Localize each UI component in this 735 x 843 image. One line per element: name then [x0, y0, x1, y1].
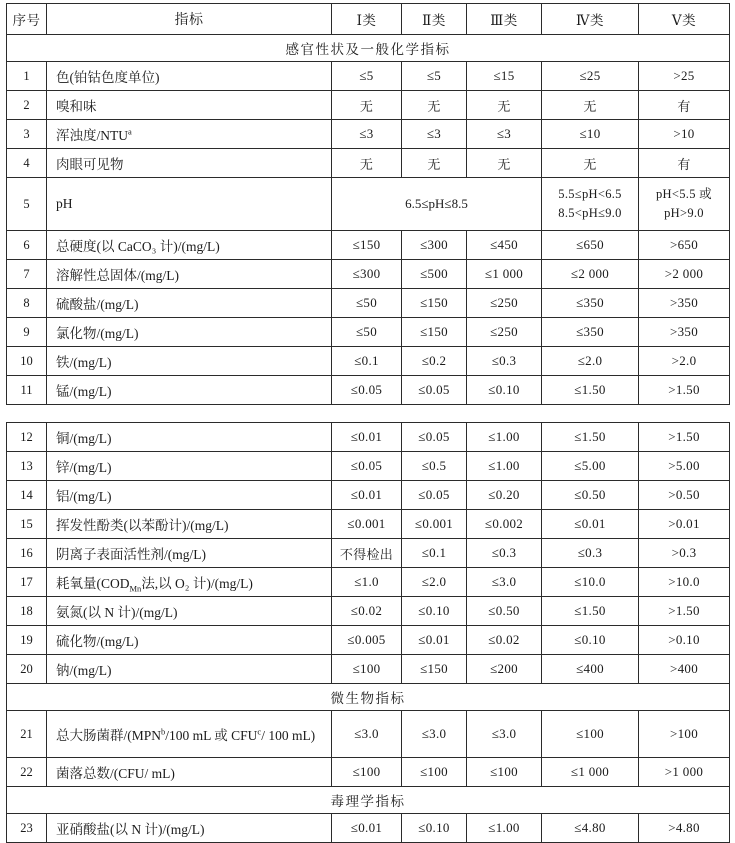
row-value-class-3: ≤250	[467, 318, 542, 347]
row-value-class-4-selected: ≤400	[542, 655, 639, 684]
row-value-class-2: ≤0.1	[402, 539, 467, 568]
row-item: 氨氮(以 N 计)/(mg/L)	[47, 597, 332, 626]
table-row	[7, 91, 730, 120]
row-value-class-4: ≤350	[542, 318, 639, 347]
row-value-class-1: ≤0.1	[332, 347, 402, 376]
row-value-class-5: >0.01	[639, 510, 730, 539]
page-break-gap	[6, 405, 729, 422]
row-item: pH	[47, 178, 332, 231]
row-item: 总硬度(以 CaCO₃ 计)/(mg/L)	[47, 231, 332, 260]
row-item: 嗅和味	[47, 91, 332, 120]
row-value-class-1: ≤0.01	[332, 481, 402, 510]
row-value-class-2: ≤0.05	[402, 423, 467, 452]
row-value-class-5: >0.3	[639, 539, 730, 568]
row-no: 21	[7, 711, 47, 758]
row-no: 4	[7, 149, 47, 178]
section-title: 微生物指标	[7, 684, 730, 711]
row-value-class-4: ≤100	[542, 711, 639, 758]
row-value-class-3: ≤3	[467, 120, 542, 149]
row-item: 铜/(mg/L)	[47, 423, 332, 452]
row-value-class-5: >4.80	[639, 814, 730, 843]
table-row	[7, 289, 730, 318]
row-value-class-5: >650	[639, 231, 730, 260]
row-no: 2	[7, 91, 47, 120]
row-value-class-1: 不得检出	[332, 539, 402, 568]
row-value-class-2: ≤3	[402, 120, 467, 149]
table-row	[7, 376, 730, 405]
row-item: 肉眼可见物	[47, 149, 332, 178]
row-value-class-4: ≤0.01	[542, 510, 639, 539]
row-value-class-2: 无	[402, 149, 467, 178]
row-item: 总大肠菌群/(MPN$^b$/100 mL 或 CFU$^c$/ 100 mL)	[47, 711, 332, 758]
table-row	[7, 597, 730, 626]
row-value-class-1: ≤3	[332, 120, 402, 149]
table-row	[7, 120, 730, 149]
ph-class4-line-2: 8.5<pH≤9.0	[558, 206, 622, 220]
table-row	[7, 62, 730, 91]
table-row	[7, 568, 730, 597]
row-no: 17	[7, 568, 47, 597]
row-no: 15	[7, 510, 47, 539]
row-value-class-2: ≤0.10	[402, 597, 467, 626]
row-item: 亚硝酸盐(以 N 计)/(mg/L)	[47, 814, 332, 843]
row-item: 硫化物/(mg/L)	[47, 626, 332, 655]
row-value-class-4: ≤5.00	[542, 452, 639, 481]
row-value-class-3: ≤1.00	[467, 814, 542, 843]
table-row	[7, 260, 730, 289]
table-header-row	[7, 4, 730, 35]
row-no: 22	[7, 758, 47, 787]
table-row	[7, 539, 730, 568]
row-value-class-3: ≤0.02	[467, 626, 542, 655]
table-row	[7, 423, 730, 452]
row-value-class-2: ≤150	[402, 289, 467, 318]
row-value-class-2: ≤2.0	[402, 568, 467, 597]
row-value-class-4: ≤2 000	[542, 260, 639, 289]
row-value-class-1: ≤100	[332, 655, 402, 684]
row-no: 14	[7, 481, 47, 510]
row-value-class-2: ≤0.05	[402, 376, 467, 405]
row-value-class-5: >100	[639, 711, 730, 758]
row-value-class-5: >2 000	[639, 260, 730, 289]
section-header-sensory	[7, 35, 730, 62]
row-no: 8	[7, 289, 47, 318]
row-value-class-4: ≤25	[542, 62, 639, 91]
row-value-class-3: ≤15	[467, 62, 542, 91]
row-value-class-1: ≤0.005	[332, 626, 402, 655]
table-row-ph	[7, 178, 730, 231]
row-value-class-3: ≤0.3	[467, 539, 542, 568]
table-row	[7, 318, 730, 347]
row-value-class-4	[542, 178, 639, 231]
row-item: 耗氧量($COD_{Mn}$法,以 O₂ 计)/(mg/L)	[47, 568, 332, 597]
row-value-class-1: ≤0.05	[332, 376, 402, 405]
row-item: 硫酸盐/(mg/L)	[47, 289, 332, 318]
row-no: 11	[7, 376, 47, 405]
table-row	[7, 655, 730, 684]
ph-class5-line-2: pH>9.0	[664, 206, 704, 220]
row-value-class-5: >5.00	[639, 452, 730, 481]
row-value-class-1: ≤5	[332, 62, 402, 91]
row-value-class-4: ≤2.0	[542, 347, 639, 376]
row-value-class-3: 无	[467, 91, 542, 120]
row-value-class-1: ≤1.0	[332, 568, 402, 597]
row-value-class-2: ≤500	[402, 260, 467, 289]
row-value-class-4: ≤1.50	[542, 597, 639, 626]
row-no: 20	[7, 655, 47, 684]
row-value-class-5: >0.50	[639, 481, 730, 510]
row-value-class-1: 无	[332, 149, 402, 178]
row-no: 6	[7, 231, 47, 260]
footnote-marker-c: c	[257, 726, 262, 737]
table-row	[7, 510, 730, 539]
row-value-class-1: 无	[332, 91, 402, 120]
row-value-class-3: ≤3.0	[467, 568, 542, 597]
section-title: 感官性状及一般化学指标	[7, 35, 730, 62]
row-value-class-4: ≤1.50	[542, 423, 639, 452]
row-no: 16	[7, 539, 47, 568]
row-value-class-3: ≤1.00	[467, 452, 542, 481]
table-row	[7, 626, 730, 655]
row-value-class-5: >2.0	[639, 347, 730, 376]
section-header-microbiological	[7, 684, 730, 711]
row-value-class-1: ≤3.0	[332, 711, 402, 758]
row-value-class-3: ≤0.10	[467, 376, 542, 405]
column-header-class-3: Ⅲ类	[467, 4, 542, 35]
row-item: 挥发性酚类(以苯酚计)/(mg/L)	[47, 510, 332, 539]
row-no: 1	[7, 62, 47, 91]
column-header-class-1: Ⅰ类	[332, 4, 402, 35]
row-value-class-4: ≤650	[542, 231, 639, 260]
row-value-class-4: 无	[542, 149, 639, 178]
row-value-class-1: ≤300	[332, 260, 402, 289]
footnote-marker-a: a	[128, 126, 132, 137]
ph-class4-line-1: 5.5≤pH<6.5	[558, 187, 622, 202]
row-value-class-2: ≤0.05	[402, 481, 467, 510]
row-item: 铁/(mg/L)	[47, 347, 332, 376]
water-quality-table-part-2	[6, 422, 730, 843]
row-value-class-5: >400	[639, 655, 730, 684]
table-row	[7, 711, 730, 758]
row-value-class-2: ≤0.5	[402, 452, 467, 481]
subscript-mn: Mn	[129, 583, 142, 594]
row-value-class-3: ≤1 000	[467, 260, 542, 289]
row-value-class-5: >25	[639, 62, 730, 91]
table-row	[7, 347, 730, 376]
column-header-item: 指标	[47, 4, 332, 35]
footnote-marker-b: b	[161, 726, 166, 737]
column-header-no: 序号	[7, 4, 47, 35]
table-row	[7, 452, 730, 481]
row-item: 溶解性总固体/(mg/L)	[47, 260, 332, 289]
row-value-class-1: ≤0.01	[332, 814, 402, 843]
row-value-class-3: ≤0.002	[467, 510, 542, 539]
water-quality-table-part-1	[6, 3, 730, 405]
row-value-class-2: ≤100	[402, 758, 467, 787]
row-value-class-4: ≤0.10	[542, 626, 639, 655]
row-value-class-4: ≤4.80	[542, 814, 639, 843]
row-item: 锰/(mg/L)	[47, 376, 332, 405]
row-value-class-5: >350	[639, 289, 730, 318]
section-title: 毒理学指标	[7, 787, 730, 814]
row-value-class-3: ≤0.50	[467, 597, 542, 626]
row-no: 7	[7, 260, 47, 289]
ph-class5-line-1: pH<5.5 或	[656, 187, 712, 202]
row-value-class-5: >1 000	[639, 758, 730, 787]
row-value-class-3: ≤3.0	[467, 711, 542, 758]
row-value-class-5: 有	[639, 149, 730, 178]
row-no: 3	[7, 120, 47, 149]
row-value-class-1: ≤0.05	[332, 452, 402, 481]
table-row	[7, 231, 730, 260]
row-no: 23	[7, 814, 47, 843]
row-value-class-5: 有	[639, 91, 730, 120]
row-item: 铝/(mg/L)	[47, 481, 332, 510]
row-value-class-4: ≤1.50	[542, 376, 639, 405]
row-value-class-3: ≤250	[467, 289, 542, 318]
row-value-class-5: >10.0	[639, 568, 730, 597]
table-row	[7, 814, 730, 843]
row-value-class-1: ≤0.01	[332, 423, 402, 452]
row-value-class-3: ≤0.20	[467, 481, 542, 510]
row-no: 18	[7, 597, 47, 626]
row-value-class-4: ≤10	[542, 120, 639, 149]
row-item: 菌落总数/(CFU/ mL)	[47, 758, 332, 787]
row-value-class-2: ≤150	[402, 318, 467, 347]
row-value-class-4: ≤10.0	[542, 568, 639, 597]
row-value-class-4: ≤0.50	[542, 481, 639, 510]
row-item-label: 浑浊度/NTU	[56, 128, 128, 143]
row-value-class-4: 无	[542, 91, 639, 120]
row-value-class-3: 无	[467, 149, 542, 178]
row-value-class-4: ≤0.3	[542, 539, 639, 568]
row-value-class-3: ≤100	[467, 758, 542, 787]
row-value-class-1: ≤50	[332, 289, 402, 318]
row-item: 钠/(mg/L)	[47, 655, 332, 684]
row-value-class-4: ≤350	[542, 289, 639, 318]
row-value-class-2: ≤0.2	[402, 347, 467, 376]
row-value-class-1: ≤150	[332, 231, 402, 260]
row-value-class-2: ≤150	[402, 655, 467, 684]
column-header-class-4: Ⅳ类	[542, 4, 639, 35]
row-value-class-2: ≤0.001	[402, 510, 467, 539]
section-header-toxicological	[7, 787, 730, 814]
row-no: 12	[7, 423, 47, 452]
row-value-class-5: >350	[639, 318, 730, 347]
row-value-class-5: >1.50	[639, 376, 730, 405]
row-value-class-1: ≤0.02	[332, 597, 402, 626]
column-header-class-2: Ⅱ类	[402, 4, 467, 35]
row-value-class-1: ≤0.001	[332, 510, 402, 539]
row-value-class-2: ≤300	[402, 231, 467, 260]
row-value-class-5: >0.10	[639, 626, 730, 655]
row-no: 13	[7, 452, 47, 481]
row-value-class-3: ≤1.00	[467, 423, 542, 452]
row-value-class-5: >1.50	[639, 597, 730, 626]
row-no: 10	[7, 347, 47, 376]
row-value-class-2: 无	[402, 91, 467, 120]
row-value-class-5	[639, 178, 730, 231]
column-header-class-5: Ⅴ类	[639, 4, 730, 35]
row-value-class-2: ≤3.0	[402, 711, 467, 758]
table-row	[7, 481, 730, 510]
table-row	[7, 149, 730, 178]
row-value-class-5: >10	[639, 120, 730, 149]
row-value-class-1-3-merged: 6.5≤pH≤8.5	[332, 178, 542, 231]
row-value-class-2: ≤5	[402, 62, 467, 91]
row-value-class-2: ≤0.01	[402, 626, 467, 655]
row-value-class-3: ≤0.3	[467, 347, 542, 376]
row-value-class-1: ≤50	[332, 318, 402, 347]
row-value-class-5: >1.50	[639, 423, 730, 452]
row-no: 5	[7, 178, 47, 231]
row-value-class-3: ≤450	[467, 231, 542, 260]
row-no: 19	[7, 626, 47, 655]
row-value-class-1: ≤100	[332, 758, 402, 787]
row-item	[47, 120, 332, 149]
row-value-class-2: ≤0.10	[402, 814, 467, 843]
row-item: 锌/(mg/L)	[47, 452, 332, 481]
row-item: 色(铂钴色度单位)	[47, 62, 332, 91]
row-no: 9	[7, 318, 47, 347]
table-row	[7, 758, 730, 787]
row-item: 阴离子表面活性剂/(mg/L)	[47, 539, 332, 568]
row-item: 氯化物/(mg/L)	[47, 318, 332, 347]
row-value-class-4: ≤1 000	[542, 758, 639, 787]
row-value-class-3: ≤200	[467, 655, 542, 684]
